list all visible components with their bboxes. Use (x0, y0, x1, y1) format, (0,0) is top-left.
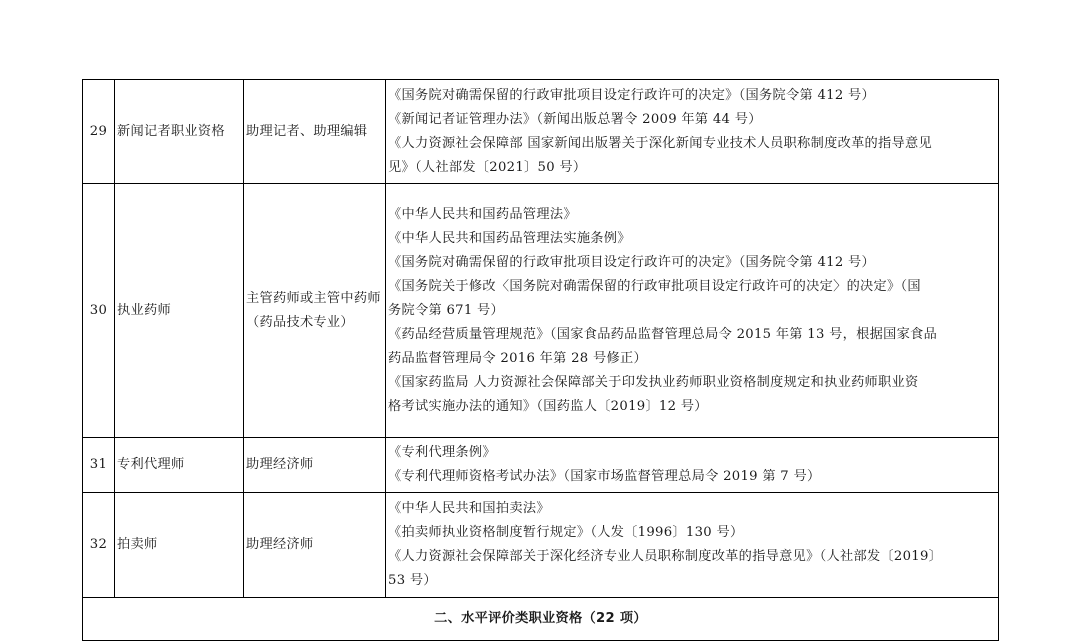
table-row (83, 184, 999, 438)
equivalent-title: 助理经济师 (244, 493, 386, 598)
legal-basis (386, 184, 999, 438)
legal-basis-line: 《专利代理条例》 (388, 445, 496, 460)
row-number: 29 (83, 80, 115, 184)
table-row (83, 493, 999, 598)
legal-basis-line: 《拍卖师执业资格制度暂行规定》（人发〔1996〕130 号） (388, 525, 744, 540)
legal-basis-line: 《国务院对确需保留的行政审批项目设定行政许可的决定》（国务院令第 412 号） (388, 87, 876, 103)
table-row (83, 80, 999, 184)
section-heading: 二、水平评价类职业资格（22 项） (83, 598, 999, 641)
legal-basis-line: 务院令第 671 号） (388, 302, 504, 318)
section-row (83, 598, 999, 641)
legal-basis-line: 《新闻记者证管理办法》（新闻出版总署令 2009 年第 44 号） (388, 111, 762, 127)
qualification-name: 执业药师 (115, 184, 244, 438)
legal-basis-line: 《人力资源社会保障部 国家新闻出版署关于深化新闻专业技术人员职称制度改革的指导意见 (388, 135, 932, 151)
legal-basis-line: 《专利代理师资格考试办法》（国家市场监督管理总局令 2019 第 7 号） (388, 469, 821, 484)
equivalent-title: 助理经济师 (244, 438, 386, 493)
row-number: 30 (83, 184, 115, 438)
legal-basis-line: 见》（人社部发〔2021〕50 号） (388, 159, 587, 175)
table-row (83, 438, 999, 493)
legal-basis-line: 《人力资源社会保障部关于深化经济专业人员职称制度改革的指导意见》（人社部发〔2019〕 (388, 549, 943, 564)
legal-basis-line: 《中华人民共和国药品管理法》 (388, 206, 577, 222)
row-number: 32 (83, 493, 115, 598)
legal-basis-line: 《国务院关于修改〈国务院对确需保留的行政审批项目设定行政许可的决定〉的决定》（国 (388, 278, 921, 294)
legal-basis (386, 438, 999, 493)
legal-basis-line: 格考试实施办法的通知》（国药监人〔2019〕12 号） (388, 398, 708, 414)
qualification-table (82, 79, 999, 641)
equivalent-title: 主管药师或主管中药师（药品技术专业） (244, 184, 386, 438)
legal-basis-line: 《国家药监局 人力资源社会保障部关于印发执业药师职业资格制度规定和执业药师职业资 (388, 374, 919, 390)
legal-basis-line: 《中华人民共和国拍卖法》 (388, 501, 550, 516)
legal-basis-line: 《国务院对确需保留的行政审批项目设定行政许可的决定》（国务院令第 412 号） (388, 254, 876, 270)
equivalent-title: 助理记者、助理编辑 (244, 80, 386, 184)
legal-basis-line: 53 号） (388, 573, 437, 588)
legal-basis (386, 493, 999, 598)
legal-basis-line: 《药品经营质量管理规范》（国家食品药品监督管理总局令 2015 年第 13 号，根据国家食品 (388, 326, 938, 342)
qualification-name: 新闻记者职业资格 (115, 80, 244, 184)
qualification-name: 拍卖师 (115, 493, 244, 598)
legal-basis-line: 药品监督管理局令 2016 年第 28 号修正） (388, 350, 647, 366)
legal-basis-line: 《中华人民共和国药品管理法实施条例》 (388, 230, 631, 246)
legal-basis (386, 80, 999, 184)
row-number: 31 (83, 438, 115, 493)
qualification-name: 专利代理师 (115, 438, 244, 493)
